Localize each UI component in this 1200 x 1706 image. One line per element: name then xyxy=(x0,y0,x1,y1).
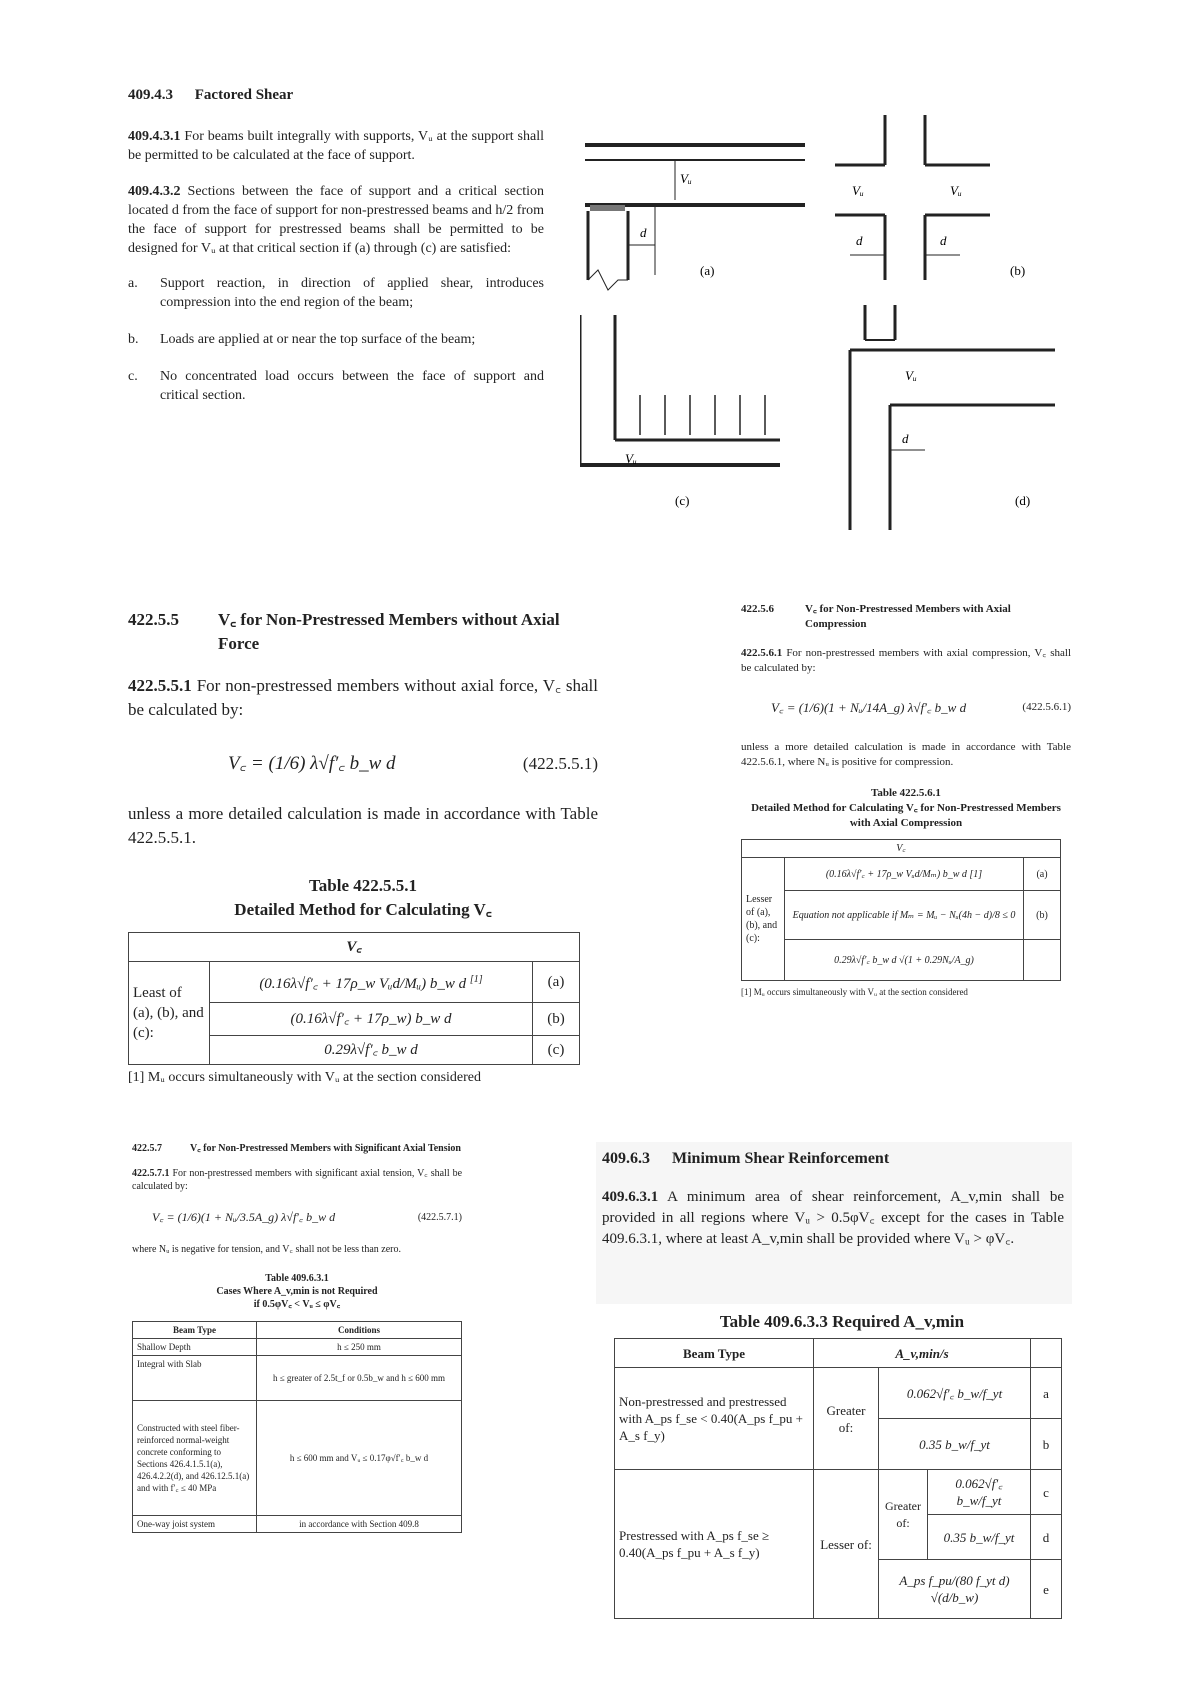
table-cell-expr: (0.16λ√f′꜀ + 17ρ_w Vᵤd/Mₘ) b_w d [1] xyxy=(785,858,1024,891)
list-text: Support reaction, in direction of applied shear, introduces compression into the end region of the beam; xyxy=(160,276,544,310)
section-409-6-3 xyxy=(596,1142,1072,1304)
paragraph-number: 422.5.6.1 xyxy=(741,647,783,659)
table-header: V꜀ xyxy=(129,933,580,962)
list-text: No concentrated load occurs between the face of support and critical section. xyxy=(160,369,544,403)
column-header: Beam Type xyxy=(133,1322,257,1339)
cell-expression: (0.16λ√f′꜀ + 17ρ_w Vᵤd/Mᵤ) b_w d xyxy=(259,976,467,992)
table-cell-expr: 0.29λ√f′꜀ b_w d xyxy=(210,1036,533,1065)
beam-type-cell: Non-prestressed and prestressed with A_ps f_se < 0.40(A_ps f_pu + A_s f_y) xyxy=(615,1368,814,1470)
section-409-4-3 xyxy=(128,86,544,526)
section-title xyxy=(128,608,598,656)
fig-label-vu: Vᵤ xyxy=(905,368,917,383)
paragraph-text: For non-prestressed members without axial force, V꜀ shall be calculated by: xyxy=(128,676,599,719)
section-number: 409.6.3 xyxy=(602,1150,650,1167)
section-number: 409.4.3 xyxy=(128,87,173,103)
table-row xyxy=(615,1368,1062,1419)
fig-label-a: (a) xyxy=(700,263,715,278)
table-row xyxy=(133,1356,462,1401)
equation-number: (422.5.5.1) xyxy=(522,754,598,773)
fig-label-d: d xyxy=(940,233,947,248)
equation-row xyxy=(128,740,598,788)
table-cell-tag: e xyxy=(1031,1560,1062,1619)
fig-label-d: d xyxy=(902,431,909,446)
column-header-tag xyxy=(1031,1339,1062,1368)
table-cell-expr: (0.16λ√f′꜀ + 17ρ_w) b_w d xyxy=(210,1003,533,1036)
table-cell: h ≤ 250 mm xyxy=(257,1339,462,1356)
table-header-row xyxy=(133,1322,462,1339)
table-cell-tag: (c) xyxy=(533,1036,580,1065)
section-title xyxy=(128,86,544,105)
table-cell-expr xyxy=(210,962,533,1003)
table-cell-tag: (b) xyxy=(533,1003,580,1036)
table-cell-expr: 0.35 b_w/f_yt xyxy=(928,1515,1031,1560)
paragraph-text: For beams built integrally with supports, Vᵤ at the support shall be permitted to be calculated at the face of support. xyxy=(128,129,545,163)
fig-label-c: (c) xyxy=(675,493,690,508)
paragraph-text: where Nᵤ is negative for tension, and V꜀ shall not be less than zero. xyxy=(132,1244,401,1255)
table-409-6-3-3 xyxy=(614,1338,1062,1619)
table-row xyxy=(129,962,580,1003)
paragraph-409-4-3-2 xyxy=(128,182,544,258)
table-footnote: [1] Mᵤ occurs simultaneously with Vᵤ at the section considered xyxy=(741,987,968,997)
table-row xyxy=(742,891,1061,940)
table-cell-tag: a xyxy=(1031,1368,1062,1419)
paragraph-number: 409.4.3.2 xyxy=(128,184,181,199)
table-cell-expr: 0.062√f′꜀ b_w/f_yt xyxy=(879,1368,1031,1419)
critical-section-figure xyxy=(580,105,1080,530)
relation-cell: Greater of: xyxy=(814,1368,879,1470)
table-header-row xyxy=(129,933,580,962)
section-422-5-7 xyxy=(132,1142,462,1612)
list-marker: b. xyxy=(128,332,139,347)
equation: V꜀ = (1/6)(1 + Nᵤ/14A_g) λ√f′꜀ b_w d xyxy=(771,700,967,715)
equation-number: (422.5.6.1) xyxy=(1022,701,1071,713)
paragraph-number: 422.5.7.1 xyxy=(132,1168,170,1179)
section-heading: V꜀ for Non-Prestressed Members with Axial Compression xyxy=(805,603,1011,630)
table-row xyxy=(742,858,1061,891)
equation: V꜀ = (1/6) λ√f′꜀ b_w d xyxy=(228,753,396,774)
paragraph-number: 409.4.3.1 xyxy=(128,129,181,144)
table-subtitle: Detailed Method for Calculating V꜀ xyxy=(234,900,492,919)
list-text: Loads are applied at or near the top surface of the beam; xyxy=(160,332,476,347)
equation-number: (422.5.7.1) xyxy=(417,1212,462,1223)
paragraph-text: Sections between the face of support and a critical section located d from the face of support for non-prestressed beams and h/2 from the face of support for prestressed beams shall be permitted to be designed for Vᵤ at that critical section if (a) through (c) are satisfied: xyxy=(128,184,544,256)
paragraph-number: 409.6.3.1 xyxy=(602,1189,659,1205)
table-title: Table 409.6.3.3 Required A_v,min xyxy=(719,1312,965,1331)
paragraph-text: unless a more detailed calculation is made in accordance with Table 422.5.6.1, where Nᵤ is positive for compression. xyxy=(741,741,1071,768)
fig-label-vu: Vᵤ xyxy=(680,171,692,186)
table-title: Table 422.5.6.1 xyxy=(871,787,941,799)
fig-label-vu: Vᵤ xyxy=(852,183,864,198)
paragraph-text: For non-prestressed members with axial compression, V꜀ shall be calculated by: xyxy=(741,647,1071,674)
fig-label-d-panel: (d) xyxy=(1015,493,1031,508)
table-cell-tag xyxy=(1024,940,1061,981)
table-row xyxy=(133,1401,462,1516)
section-title xyxy=(602,1148,1072,1169)
column-header: Conditions xyxy=(257,1322,462,1339)
section-heading: V꜀ for Non-Prestressed Members without Axial Force xyxy=(218,610,560,653)
table-header-row xyxy=(615,1339,1062,1368)
equation: V꜀ = (1/6)(1 + Nᵤ/3.5A_g) λ√f′꜀ b_w d xyxy=(152,1210,336,1224)
list-item xyxy=(128,330,544,349)
table-row xyxy=(133,1339,462,1356)
fig-label-b: (b) xyxy=(1010,263,1026,278)
table-cell-expr: 0.062√f′꜀ b_w/f_yt xyxy=(928,1470,1031,1515)
table-cell-expr: Equation not applicable if Mₘ = Mᵤ − Nᵤ(4h − d)/8 ≤ 0 xyxy=(785,891,1024,940)
table-cell-tag: b xyxy=(1031,1419,1062,1470)
table-cell: in accordance with Section 409.8 xyxy=(257,1516,462,1533)
section-title xyxy=(741,602,1071,632)
section-heading: V꜀ for Non-Prestressed Members with Significant Axial Tension xyxy=(190,1143,461,1154)
paragraph-409-6-3-1 xyxy=(602,1187,1064,1250)
section-heading: Minimum Shear Reinforcement xyxy=(672,1150,890,1167)
section-number: 422.5.7 xyxy=(132,1143,162,1154)
table-cell-expr: 0.35 b_w/f_yt xyxy=(879,1419,1031,1470)
fig-label-vu: Vᵤ xyxy=(625,451,637,466)
table-header: V꜀ xyxy=(742,840,1061,858)
table-409-6-3-1 xyxy=(132,1321,462,1533)
section-422-5-6 xyxy=(741,602,1071,1092)
table-cell: One-way joist system xyxy=(133,1516,257,1533)
table-subtitle: if 0.5φV꜀ < Vᵤ ≤ φV꜀ xyxy=(253,1299,341,1310)
table-422-5-6-1 xyxy=(741,839,1061,981)
row-label: Lesser of (a), (b), and (c): xyxy=(742,858,785,981)
section-number: 422.5.6 xyxy=(741,603,774,615)
beam-type-cell: Prestressed with A_ps f_se ≥ 0.40(A_ps f_pu + A_s f_y) xyxy=(615,1470,814,1619)
fig-label-d: d xyxy=(640,225,647,240)
table-cell-tag: (a) xyxy=(533,962,580,1003)
section-title xyxy=(132,1142,462,1155)
fig-label-vu: Vᵤ xyxy=(950,183,962,198)
footnote-ref: [1] xyxy=(469,974,483,985)
figure-c xyxy=(580,315,780,465)
paragraph-text: For non-prestressed members with significant axial tension, V꜀ shall be calculated by: xyxy=(132,1168,463,1192)
table-header-row xyxy=(742,840,1061,858)
paragraph-422-5-5-1 xyxy=(128,674,598,722)
paragraph-409-4-3-1 xyxy=(128,127,544,165)
paragraph-422-5-6-1 xyxy=(741,646,1071,676)
section-422-5-5 xyxy=(128,608,598,1108)
fig-label-d: d xyxy=(856,233,863,248)
row-label: Least of (a), (b), and (c): xyxy=(129,962,210,1065)
section-number: 422.5.5 xyxy=(128,610,179,629)
table-title: Table 409.6.3.1 xyxy=(265,1273,329,1284)
table-cell-expr: 0.29λ√f′꜀ b_w d √(1 + 0.29Nᵤ/A_g) xyxy=(785,940,1024,981)
table-subtitle: Detailed Method for Calculating V꜀ for Non-Prestressed Members with Axial Compression xyxy=(751,802,1061,829)
list-item xyxy=(128,274,544,312)
list-marker: c. xyxy=(128,369,138,384)
table-footnote: [1] Mᵤ occurs simultaneously with Vᵤ at the section considered xyxy=(128,1070,482,1085)
equation-row xyxy=(741,686,1071,732)
relation-cell: Lesser of: xyxy=(814,1470,879,1619)
figure-a xyxy=(585,145,805,290)
paragraph-422-5-7-1 xyxy=(132,1167,462,1193)
table-row xyxy=(615,1470,1062,1515)
section-heading: Factored Shear xyxy=(194,87,294,103)
relation-cell: Greater of: xyxy=(879,1470,928,1560)
paragraph-number: 422.5.5.1 xyxy=(128,676,192,695)
table-cell: h ≤ 600 mm and Vᵤ ≤ 0.17φ√f′꜀ b_w d xyxy=(257,1401,462,1516)
table-title: Table 422.5.5.1 xyxy=(308,876,417,895)
column-header: A_v,min/s xyxy=(814,1339,1031,1368)
table-cell: Constructed with steel fiber-reinforced normal-weight concrete conforming to Sections 426.4.1.5.1(a), 426.4.2.2(d), and 426.12.5.1(a) and with f′꜀ ≤ 40 MPa xyxy=(133,1401,257,1516)
table-cell: Integral with Slab xyxy=(133,1356,257,1401)
table-cell-expr: A_ps f_pu/(80 f_yt d) √(d/b_w) xyxy=(879,1560,1031,1619)
table-cell-tag: (b) xyxy=(1024,891,1061,940)
table-row xyxy=(133,1516,462,1533)
table-cell: h ≤ greater of 2.5t_f or 0.5b_w and h ≤ 600 mm xyxy=(257,1356,462,1401)
table-cell: Shallow Depth xyxy=(133,1339,257,1356)
column-header: Beam Type xyxy=(615,1339,814,1368)
table-row xyxy=(742,940,1061,981)
table-subtitle: Cases Where A_v,min is not Required xyxy=(216,1286,378,1297)
table-cell-tag: (a) xyxy=(1024,858,1061,891)
paragraph-text: A minimum area of shear reinforcement, A_v,min shall be provided in all regions where Vᵤ > 0.5φV꜀ except for the cases in Table 409.6.3.1, where at least A_v,min shall be provided where Vᵤ > φV꜀. xyxy=(602,1189,1064,1247)
list-marker: a. xyxy=(128,276,138,291)
equation-row xyxy=(132,1199,462,1237)
table-cell-tag: c xyxy=(1031,1470,1062,1515)
table-422-5-5-1 xyxy=(128,932,580,1065)
table-cell-tag: d xyxy=(1031,1515,1062,1560)
paragraph-text: unless a more detailed calculation is made in accordance with Table 422.5.5.1. xyxy=(128,804,598,847)
list-item xyxy=(128,367,544,405)
